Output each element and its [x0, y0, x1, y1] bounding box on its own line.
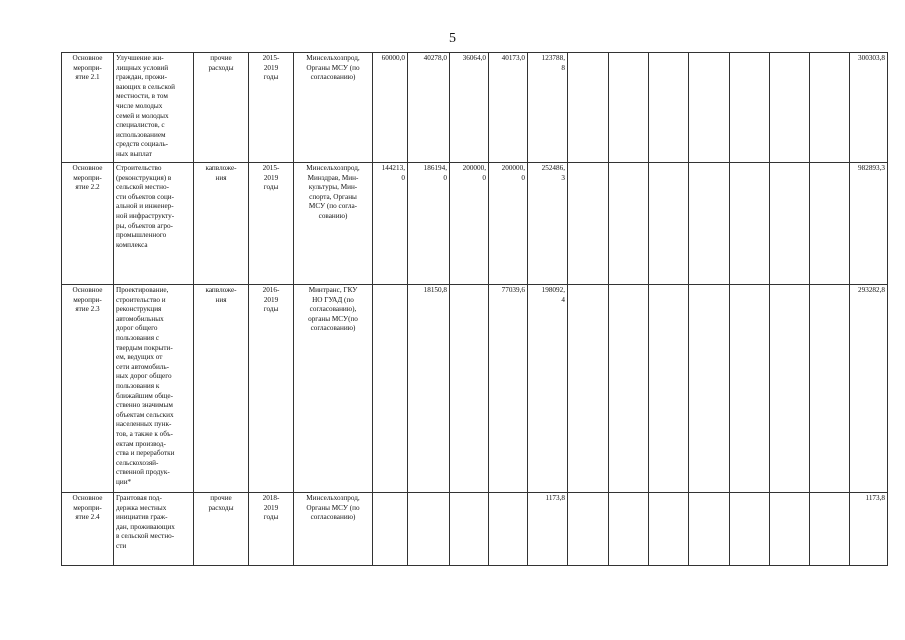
empty-cell	[810, 493, 850, 566]
total-cell: 300303,8	[850, 53, 888, 163]
value-2015-cell	[373, 285, 408, 493]
value-2016-cell	[408, 493, 450, 566]
value-2019-cell: 1173,8	[528, 493, 568, 566]
executor-cell: Минсельхозпрод, Органы МСУ (по согласованию)	[294, 493, 373, 566]
empty-cell	[649, 163, 689, 285]
expense-type-cell: прочие расходы	[194, 493, 249, 566]
empty-cell	[649, 493, 689, 566]
value-2017-cell: 36064,0	[450, 53, 489, 163]
event-id-cell: Основное меропри- ятие 2.1	[62, 53, 114, 163]
table-row	[62, 163, 888, 285]
empty-cell	[730, 493, 770, 566]
table-row	[62, 285, 888, 493]
table-row	[62, 493, 888, 566]
empty-cell	[770, 493, 810, 566]
total-cell: 293282,8	[850, 285, 888, 493]
empty-cell	[609, 53, 649, 163]
executor-cell: Минтранс, ГКУ НО ГУАД (по согласованию), органы МСУ(по согласованию)	[294, 285, 373, 493]
total-cell: 982893,3	[850, 163, 888, 285]
value-2018-cell: 40173,0	[489, 53, 528, 163]
expense-type-cell: капвложе- ния	[194, 163, 249, 285]
empty-cell	[730, 163, 770, 285]
empty-cell	[609, 285, 649, 493]
value-2015-cell: 144213, 0	[373, 163, 408, 285]
event-title-cell: Проектирование, строительство и реконструкция автомобильных дорог общего пользования с твердым покрыти- ем, ведущих от сети автомобиль- ных дорог общего пользования к ближайшим обще- ственно значимым объектам сельских населенных пунк- тов, а также к объ- ектам производ- ства и переработки сельскохозяй- ственной продук- ции*	[114, 285, 194, 493]
value-2018-cell	[489, 493, 528, 566]
empty-cell	[689, 53, 730, 163]
event-id-cell: Основное меропри- ятие 2.3	[62, 285, 114, 493]
value-2016-cell: 40278,0	[408, 53, 450, 163]
value-2019-cell: 198092, 4	[528, 285, 568, 493]
empty-cell	[609, 493, 649, 566]
event-id-cell: Основное меропри- ятие 2.2	[62, 163, 114, 285]
value-2016-cell: 18150,8	[408, 285, 450, 493]
empty-cell	[730, 53, 770, 163]
value-2018-cell: 200000, 0	[489, 163, 528, 285]
empty-cell	[609, 163, 649, 285]
empty-cell	[730, 285, 770, 493]
program-events-table	[61, 52, 888, 566]
years-cell: 2015- 2019 годы	[249, 163, 294, 285]
empty-cell	[689, 493, 730, 566]
event-title-cell: Строительство (реконструкция) в сельской местно- сти объектов соци- альной и инженер- ной инфраструкту- ры, объектов агро- промышленного комплекса	[114, 163, 194, 285]
executor-cell: Минсельхозпрод, Минздрав, Мин- культуры, Мин- спорта, Органы МСУ (по согла- сованию)	[294, 163, 373, 285]
empty-cell	[689, 163, 730, 285]
executor-cell: Минсельхозпрод, Органы МСУ (по согласованию)	[294, 53, 373, 163]
value-2017-cell	[450, 285, 489, 493]
empty-cell	[770, 285, 810, 493]
value-2016-cell: 186194, 0	[408, 163, 450, 285]
total-cell: 1173,8	[850, 493, 888, 566]
value-2015-cell: 60000,0	[373, 53, 408, 163]
value-2017-cell: 200000, 0	[450, 163, 489, 285]
value-2019-cell: 252486, 3	[528, 163, 568, 285]
event-id-cell: Основное меропри- ятие 2.4	[62, 493, 114, 566]
empty-cell	[689, 285, 730, 493]
empty-cell	[568, 493, 609, 566]
empty-cell	[810, 163, 850, 285]
years-cell: 2016- 2019 годы	[249, 285, 294, 493]
empty-cell	[568, 285, 609, 493]
value-2015-cell	[373, 493, 408, 566]
value-2017-cell	[450, 493, 489, 566]
empty-cell	[770, 53, 810, 163]
page-number: 5	[449, 31, 456, 46]
empty-cell	[810, 53, 850, 163]
empty-cell	[810, 285, 850, 493]
value-2019-cell: 123788, 8	[528, 53, 568, 163]
empty-cell	[568, 53, 609, 163]
empty-cell	[568, 163, 609, 285]
table-row	[62, 53, 888, 163]
event-title-cell: Улучшение жи- лищных условий граждан, прожи- вающих в сельской местности, в том числе молодых семей и молодых специалистов, с использованием средств социаль- ных выплат	[114, 53, 194, 163]
value-2018-cell: 77039,6	[489, 285, 528, 493]
event-title-cell: Грантовая под- держка местных инициатив граж- дан, проживающих в сельской местно- сти	[114, 493, 194, 566]
empty-cell	[649, 285, 689, 493]
empty-cell	[649, 53, 689, 163]
expense-type-cell: капвложе- ния	[194, 285, 249, 493]
empty-cell	[770, 163, 810, 285]
years-cell: 2015- 2019 годы	[249, 53, 294, 163]
years-cell: 2018- 2019 годы	[249, 493, 294, 566]
expense-type-cell: прочие расходы	[194, 53, 249, 163]
